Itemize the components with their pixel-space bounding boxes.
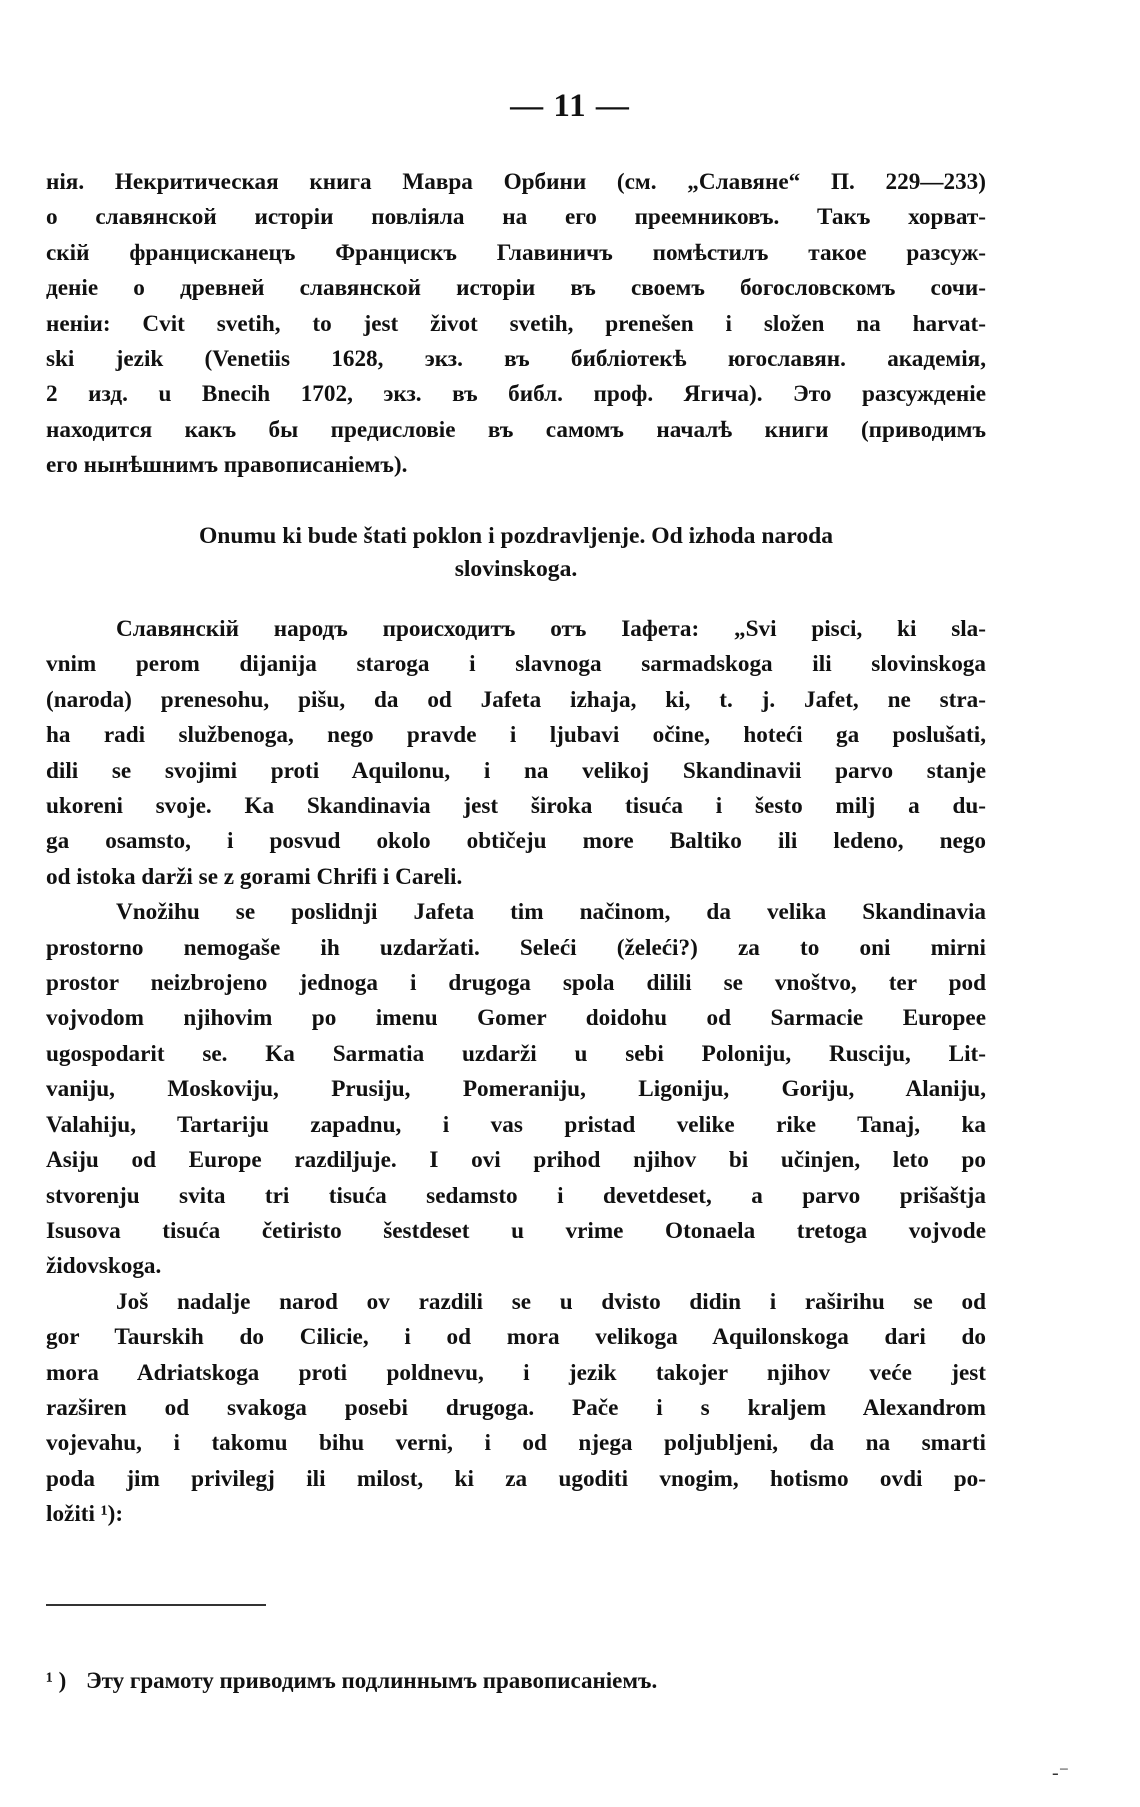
section-heading xyxy=(46,520,986,586)
text-line: prostor neizbrojeno jednoga i drugoga spola dilili se vnoštvo, ter pod xyxy=(46,970,986,997)
text-line: ga osamsto, i posvud okolo obtičeju more Baltiko ili ledeno, nego xyxy=(46,828,986,855)
footnote-text: Эту грамоту приводимъ подлиннымъ правописаніемъ. xyxy=(86,1668,658,1693)
text-line: о славянской исторіи повліяла на его преемниковъ. Такъ хорват- xyxy=(46,204,986,231)
text-line: mora Adriatskoga proti poldnevu, i jezik takojer njihov veće jest xyxy=(46,1359,986,1386)
text-line: его нынѣшнимъ правописаніемъ). xyxy=(46,452,408,479)
text-line: Još nadalje narod ov razdili se u dvisto didin i raširihu se od xyxy=(116,1288,986,1315)
text-line: деніе о древней славянской исторіи въ своемъ богословскомъ сочи- xyxy=(46,275,986,302)
text-line: ukoreni svoje. Ka Skandinavia jest široka tisuća i šesto milj a du- xyxy=(46,793,986,820)
footnote-divider xyxy=(46,1604,266,1606)
text-line: ložiti ¹): xyxy=(46,1501,124,1528)
text-line: ugospodarit se. Ka Sarmatia uzdarži u sebi Poloniju, Rusciju, Lit- xyxy=(46,1040,986,1067)
text-line: dili se svojimi proti Aquilonu, i na velikoj Skandinavii parvo stanje xyxy=(46,757,986,784)
footnote-marker: ¹ ) xyxy=(46,1668,67,1693)
text-line: gor Taurskih do Cilicie, i od mora velikoga Aquilonskoga dari do xyxy=(46,1324,986,1351)
text-line: неніи: Cvit svetih, to jest život svetih, prenešen i složen na harvat- xyxy=(46,310,986,337)
text-line: poda jim privilegj ili milost, ki za ugoditi vnogim, hotismo ovdi po- xyxy=(46,1465,986,1492)
text-line: vojevahu, i takomu bihu verni, i od njega poljubljeni, da na smarti xyxy=(46,1430,986,1457)
text-line: vojvodom njihovim po imenu Gomer doidohu od Sarmacie Europee xyxy=(46,1005,986,1032)
text-line: ski jezik (Venetiis 1628, экз. въ библіотекѣ югославян. академія, xyxy=(46,346,986,373)
text-line: нія. Некритическая книга Мавра Орбини (см. „Славяне“ П. 229—233) xyxy=(46,169,986,195)
text-line: vnim perom dijanija staroga i slavnoga sarmadskoga ili slovinskoga xyxy=(46,651,986,678)
corner-mark: -⁻ xyxy=(1052,1762,1070,1784)
text-line: vaniju, Moskoviju, Prusiju, Pomeraniju, Ligoniju, Goriju, Alaniju, xyxy=(46,1076,986,1103)
text-line: od istoka darži se z gorami Chrifi i Careli. xyxy=(46,863,463,890)
text-line: Isusova tisuća četiristo šestdeset u vrime Otonaela tretoga vojvode xyxy=(46,1217,986,1244)
text-line: (naroda) prenesohu, pišu, da od Jafeta izhaja, ki, t. j. Jafet, ne stra- xyxy=(46,686,986,713)
footnote xyxy=(46,1668,657,1694)
text-line: скій францисканецъ Францискъ Главиничъ помѣстилъ такое разсуж- xyxy=(46,239,986,266)
text-line: Vnožihu se poslidnji Jafeta tim načinom, da velika Skandinavia xyxy=(116,899,986,926)
text-line: находится какъ бы предисловіе въ самомъ началѣ книги (приводимъ xyxy=(46,416,986,443)
body-text xyxy=(46,612,986,1533)
intro-paragraph xyxy=(46,165,986,484)
text-line: Славянскій народъ происходитъ отъ Іафета: „Svi pisci, ki sla- xyxy=(116,616,986,642)
page-number: — 11 — xyxy=(510,88,630,124)
text-line: ha radi službenoga, nego pravde i ljubavi očine, hoteći ga poslušati, xyxy=(46,722,986,749)
heading-line: Onumu ki bude štati poklon i pozdravljenje. Od izhoda naroda xyxy=(198,523,834,549)
text-line: prostorno nemogaše ih uzdaržati. Seleći (želeći?) za to oni mirni xyxy=(46,934,986,961)
heading-line: slovinskoga. xyxy=(454,556,578,582)
text-line: 2 изд. u Bnecih 1702, экз. въ библ. проф. Ягича). Это разсужденіе xyxy=(46,381,986,408)
text-line: Valahiju, Tartariju zapadnu, i vas pristad velike rike Tanaj, ka xyxy=(46,1111,986,1138)
text-line: Asiju od Europe razdiljuje. I ovi prihod njihov bi učinjen, leto po xyxy=(46,1147,986,1174)
text-line: židovskoga. xyxy=(46,1253,162,1280)
text-line: razširen od svakoga posebi drugoga. Pače i s kraljem Alexandrom xyxy=(46,1394,986,1421)
text-line: stvorenju svita tri tisuća sedamsto i devetdeset, a parvo prišaštja xyxy=(46,1182,986,1209)
